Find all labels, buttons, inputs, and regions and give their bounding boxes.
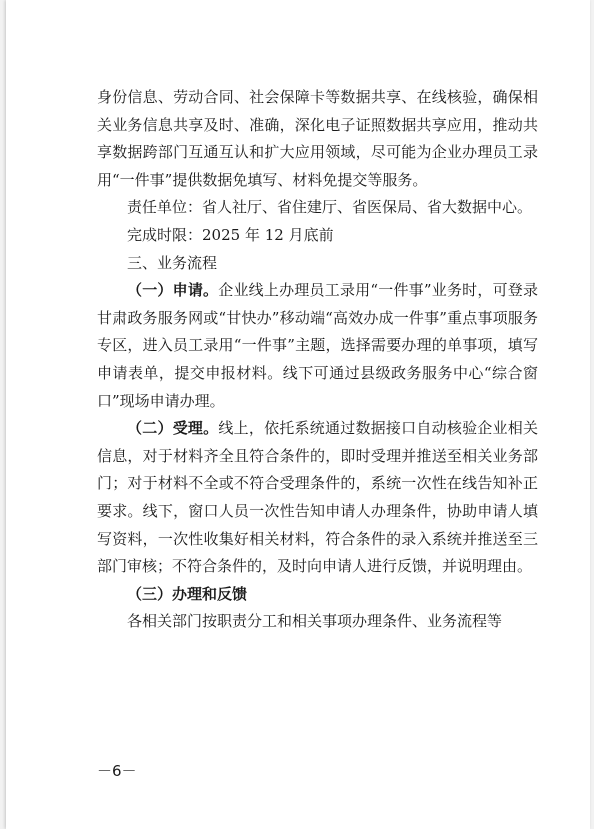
paragraph-data-sharing: 身份信息、劳动合同、社会保障卡等数据共享、在线核验，确保相关业务信息共享及时、准确，深化电子证照数据共享应用，推动共享数据跨部门互通互认和扩大应用领域，尽可能为企业办理员工录用“一件事”提供数据免填写、材料免提交等服务。 [97, 88, 538, 189]
section-heading-business-process: 三、业务流程 [127, 253, 218, 272]
subheading-acceptance: （二）受理。 [127, 419, 219, 438]
document-page [6, 0, 590, 829]
paragraph-responsible-units: 责任单位：省人社厅、省住建厅、省医保局、省大数据中心。 [127, 198, 533, 217]
page-number: －6－ [97, 762, 137, 780]
paragraph-acceptance [97, 415, 538, 581]
application-body: 企业线上办理员工录用“一件事”业务时，可登录甘肃政务服务网或“甘快办”移动端“高效办成一件事”重点事项服务专区，进入员工录用“一件事”主题，选择需要办理的单事项，填写申请表单，提交申报材料。线下可通过县级政务服务中心“综合窗口”现场申请办理。 [97, 281, 538, 410]
paragraph-handling: 各相关部门按职责分工和相关事项办理条件、业务流程等 [127, 612, 503, 631]
subheading-application: （一）申请。 [127, 281, 219, 300]
acceptance-body: 线上，依托系统通过数据接口自动核验企业相关信息，对于材料齐全且符合条件的，即时受理并推送至相关业务部门；对于材料不全或不符合受理条件的，系统一次性在线告知补正要求。线下，窗口人员一次性告知申请人办理条件，协助申请人填写资料，一次性收集好相关材料，符合条件的录入系统并推送至三部门审核；不符合条件的，及时向申请人进行反馈，并说明理由。 [97, 419, 538, 576]
body-text [97, 84, 538, 636]
paragraph-deadline: 完成时限：2025 年 12 月底前 [127, 225, 334, 244]
subheading-handling-feedback: （三）办理和反馈 [127, 584, 248, 603]
paragraph-application [97, 277, 538, 415]
